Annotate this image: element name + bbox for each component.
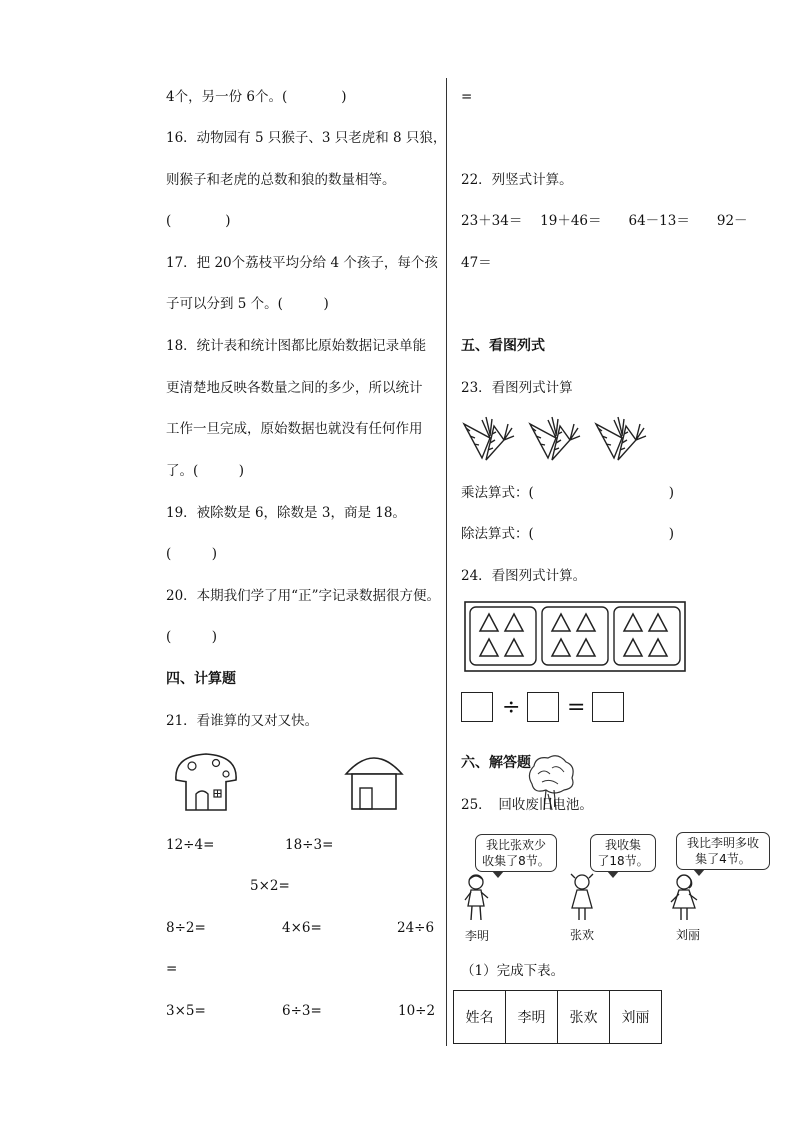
- answer-table: [453, 990, 662, 1044]
- division-label: 除法算式：( ): [461, 526, 675, 542]
- calc-8: 6÷3=: [282, 1003, 322, 1019]
- name-liming: 李明: [465, 929, 490, 943]
- column-divider: [446, 78, 447, 1046]
- bubble-liming-line1: 我比张欢少: [485, 838, 546, 852]
- division-sign: ÷: [502, 695, 521, 720]
- q23-prompt: 23．看图列式计算: [461, 380, 573, 396]
- calc-3: 5×2=: [250, 878, 290, 894]
- bubble-zhanghuan-line1: 我收集: [604, 838, 641, 852]
- q22-continued: 47＝: [461, 255, 492, 271]
- q16-line1: 16．动物园有 5 只猴子、3 只老虎和 8 只狼，: [166, 130, 447, 146]
- equals-continued: =: [461, 89, 473, 105]
- carrot-groups-icon: [460, 414, 650, 464]
- q22-prompt: 22．列竖式计算。: [461, 172, 573, 188]
- bubble-liuli-line1: 我比李明多收: [686, 836, 759, 850]
- name-liuli: 刘丽: [676, 928, 701, 942]
- q22-items: 23＋34＝ 19＋46＝ 64－13＝ 92－: [461, 213, 748, 229]
- bubble-liming-line2: 收集了8节。: [482, 854, 550, 868]
- table-header-liming: 李明: [506, 991, 558, 1044]
- table-header-name: 姓名: [454, 991, 506, 1044]
- equals-sign: =: [567, 695, 586, 720]
- q17-line2: 子可以分到 5 个。( ): [166, 296, 329, 312]
- table-header-liuli: 刘丽: [610, 991, 662, 1044]
- q18-line3: 工作一旦完成，原始数据也就没有任何作用: [166, 421, 423, 437]
- speech-bubble-liuli: [676, 832, 770, 870]
- speech-bubble-zhanghuan: [590, 834, 656, 872]
- calc-5: 4×6=: [282, 920, 322, 936]
- q18-line2: 更清楚地反映各数量之间的多少，所以统计: [166, 380, 423, 396]
- section-4-heading: 四、计算题: [166, 671, 236, 687]
- q20-paren: ( ): [166, 629, 218, 645]
- q20-line1: 20．本期我们学了用“正”字记录数据很方便。: [166, 588, 440, 604]
- mushroom-house-icon: [170, 750, 242, 816]
- answer-box-1[interactable]: [461, 692, 493, 722]
- calc-6-equals: =: [166, 961, 178, 977]
- section-6-heading: 六、解答题: [461, 755, 531, 771]
- calc-1: 12÷4=: [166, 837, 215, 853]
- answer-box-2[interactable]: [527, 692, 559, 722]
- multiplication-label: 乘法算式：( ): [461, 485, 675, 501]
- q15-tail: 4个，另一份 6个。( ): [166, 89, 347, 105]
- q17-line1: 17．把 20个荔枝平均分给 4 个孩子，每个孩: [166, 255, 438, 271]
- calc-6: 24÷6: [397, 920, 435, 936]
- q21-prompt: 21．看谁算的又对又快。: [166, 713, 319, 729]
- table-row: [454, 991, 662, 1044]
- q19-line1: 19．被除数是 6，除数是 3，商是 18。: [166, 505, 406, 521]
- q18-line4: 了。( ): [166, 463, 245, 479]
- calc-2: 18÷3=: [285, 837, 334, 853]
- name-zhanghuan: 张欢: [570, 928, 595, 942]
- calc-4: 8÷2=: [166, 920, 206, 936]
- girl-zhanghuan-icon: [567, 872, 597, 924]
- q16-line2: 则猴子和老虎的总数和狼的数量相等。: [166, 172, 396, 188]
- girl-liuli-icon: [669, 872, 699, 924]
- speech-bubble-liming: [475, 834, 557, 872]
- calc-7: 3×5=: [166, 1003, 206, 1019]
- answer-box-3[interactable]: [592, 692, 624, 722]
- section-5-heading: 五、看图列式: [461, 338, 545, 354]
- q25-sub-1: （1）完成下表。: [461, 963, 565, 979]
- q18-line1: 18．统计表和统计图都比原始数据记录单能: [166, 338, 427, 354]
- house-icon: [344, 752, 404, 812]
- q25-prompt: 25． 回收废旧电池。: [461, 797, 593, 813]
- q19-paren: ( ): [166, 546, 218, 562]
- bubble-zhanghuan-line2: 了18节。: [597, 854, 649, 868]
- q16-paren: ( ): [166, 213, 231, 229]
- boy-liming-icon: [462, 872, 492, 924]
- bubble-liuli-line2: 集了4节。: [695, 852, 751, 866]
- calc-9: 10÷2: [398, 1003, 436, 1019]
- table-header-zhanghuan: 张欢: [558, 991, 610, 1044]
- triangle-tray-diagram: [464, 601, 686, 672]
- q24-prompt: 24．看图列式计算。: [461, 568, 587, 584]
